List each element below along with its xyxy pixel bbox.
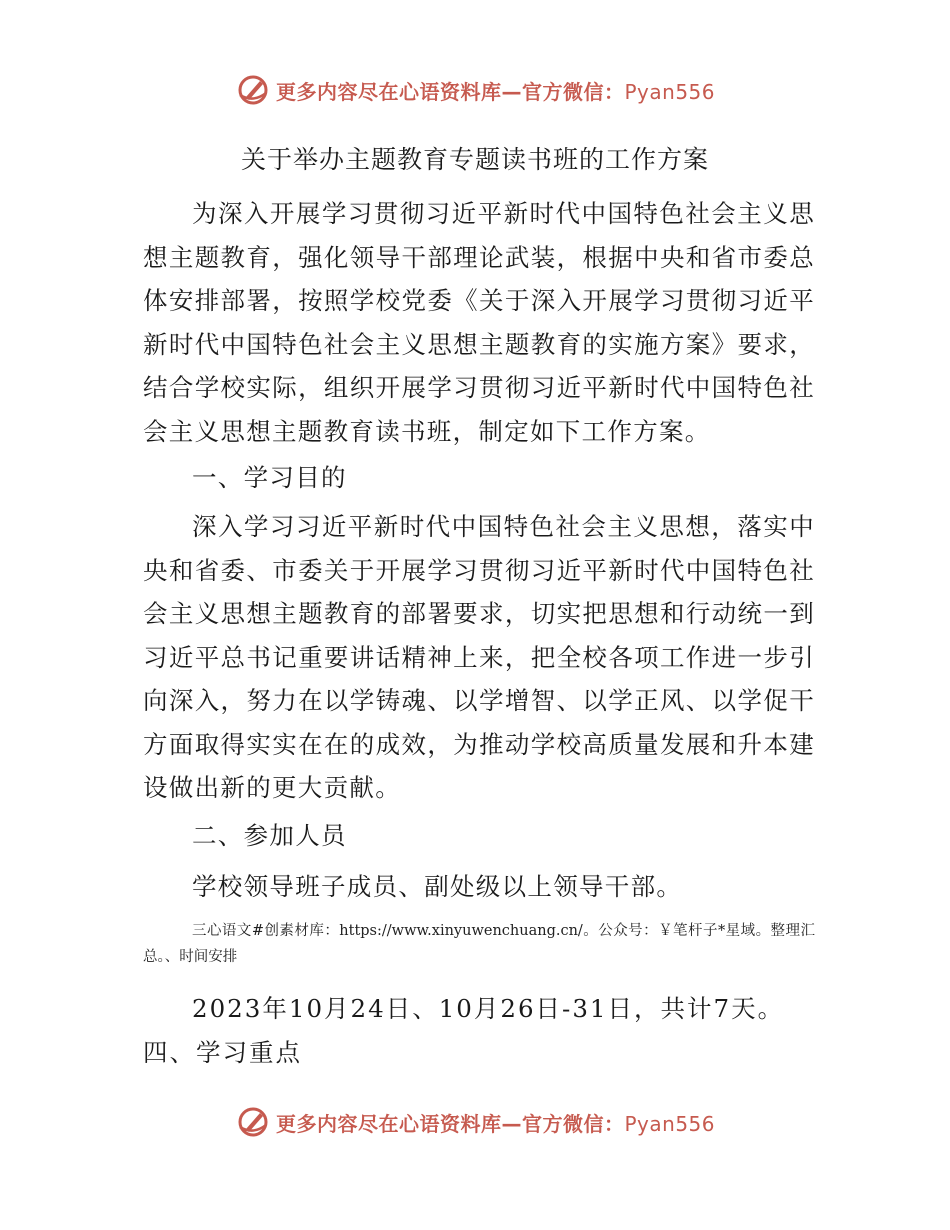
section1-paragraph: 深入学习习近平新时代中国特色社会主义思想，落实中央和省委、市委关于开展学习贯彻习近平新时代中国特色社会主义思想主题教育的部署要求，切实把思想和行动统一到习近平总书记重要讲话精神上来，把全校各项工作进一步引向深入，努力在以学铸魂、以学增智、以学正风、以学促干方面取得实实在在的成效，为推动学校高质量发展和升本建设做出新的更大贡献。	[143, 512, 815, 802]
header-banner	[236, 70, 756, 110]
section2-paragraph: 学校领导班子成员、副处级以上领导干部。	[192, 872, 683, 901]
banner-wechat-id: Pyan556	[624, 1111, 716, 1136]
section1-heading: 一、学习目的	[192, 463, 347, 492]
banner-wechat-id: Pyan556	[624, 79, 716, 104]
section2-heading: 二、参加人员	[192, 821, 347, 850]
document-title: 关于举办主题教育专题读书班的工作方案	[240, 145, 709, 174]
banner-text	[276, 76, 715, 105]
pen-ribbon-logo-icon	[236, 1105, 270, 1139]
banner-text	[276, 1108, 715, 1137]
banner-label: 更多内容尽在心语资料库—官方微信：	[276, 1111, 625, 1136]
pen-ribbon-logo-icon	[236, 73, 270, 107]
banner-label: 更多内容尽在心语资料库—官方微信：	[276, 79, 625, 104]
schedule-paragraph: 2023年10月24日、10月26日-31日，共计7天。四、学习重点	[143, 994, 785, 1067]
footer-banner	[236, 1102, 756, 1142]
intro-paragraph: 为深入开展学习贯彻习近平新时代中国特色社会主义思想主题教育，强化领导干部理论武装，根据中央和省市委总体安排部署，按照学校党委《关于深入开展学习贯彻习近平新时代中国特色社会主义思想主题教育的实施方案》要求，结合学校实际，组织开展学习贯彻习近平新时代中国特色社会主义思想主题教育读书班，制定如下工作方案。	[143, 199, 815, 446]
source-note: 三心语文#创素材库：https://www.xinyuwenchuang.cn/。公众号：￥笔杆子*星域。整理汇总。、时间安排	[143, 923, 815, 965]
